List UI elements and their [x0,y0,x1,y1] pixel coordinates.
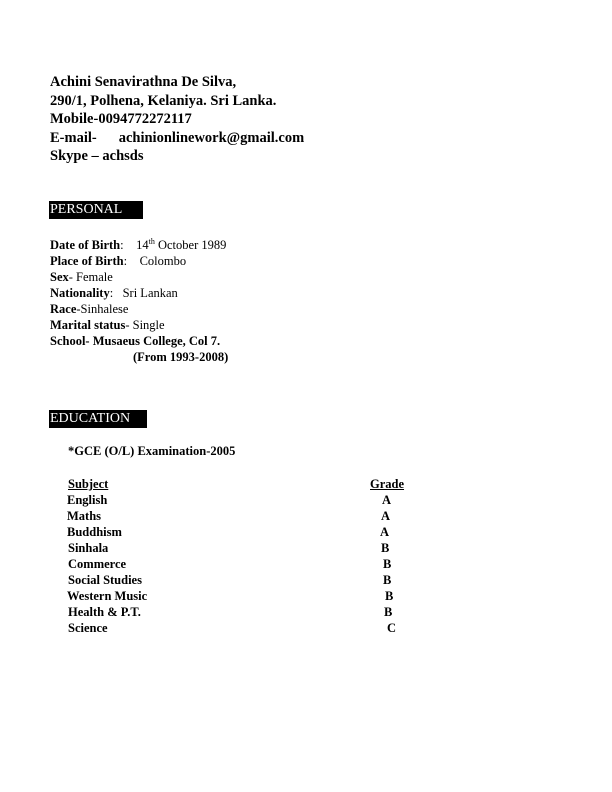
race-label: Race [50,302,77,316]
grade-cell: B [383,557,392,571]
email-line [50,129,304,147]
address: 290/1, Polhena, Kelaniya. Sri Lanka. [50,93,277,109]
grade-cell: B [381,541,390,555]
dob-label: Date of Birth [50,238,121,252]
nationality-row: Nationality: Sri Lankan [50,286,178,300]
pob-label: Place of Birth [50,254,124,268]
sex-label: Sex [50,270,69,284]
subject-cell: English [67,493,108,507]
subject-header: Subject [68,477,109,491]
marital-label: Marital status [50,318,126,332]
nationality: Sri Lankan [122,286,178,300]
subject-cell: Health & P.T. [68,605,141,619]
school-years: (From 1993-2008) [133,350,229,364]
dob-day: 14 [136,238,149,252]
pob: Colombo [139,254,187,268]
marital-row [50,317,165,333]
dob-sup: th [148,236,155,246]
dob-row: Date of Birth: 14th October 1989 [50,236,227,252]
grade-cell: A [382,493,392,507]
subject-cell: Buddhism [67,525,122,539]
mobile: Mobile-0094772272117 [50,111,192,127]
subject-cell: Western Music [67,589,148,603]
subject-cell: Science [68,621,108,635]
skype: Skype – achsds [50,148,144,164]
school: School- Musaeus College, Col 7. [50,334,221,348]
subject-cell: Sinhala [68,541,109,555]
personal-heading: PERSONAL [49,201,143,219]
grade-cell: C [387,621,397,635]
grade-cell: B [383,573,392,587]
grade-header: Grade [370,477,405,491]
name: Achini Senavirathna De Silva, [50,74,237,90]
email-label: E-mail- [50,130,97,146]
grade-cell: B [385,589,394,603]
education-heading: EDUCATION [49,410,147,428]
dob-rest: October 1989 [157,238,227,252]
marital: - Single [125,318,165,332]
subject-cell: Maths [67,509,102,523]
race-row [50,301,128,317]
subject-cell: Social Studies [68,573,142,587]
nationality-label: Nationality [50,286,110,300]
race: -Sinhalese [76,302,129,316]
subject-cell: Commerce [68,557,127,571]
grade-cell: B [384,605,393,619]
sex: - Female [68,270,113,284]
pob-row: Place of Birth: Colombo [50,254,187,268]
grade-cell: A [381,509,391,523]
sex-row [50,269,113,285]
exam-title: *GCE (O/L) Examination-2005 [68,444,236,458]
email: achinionlinework@gmail.com [118,130,305,146]
grade-cell: A [380,525,390,539]
